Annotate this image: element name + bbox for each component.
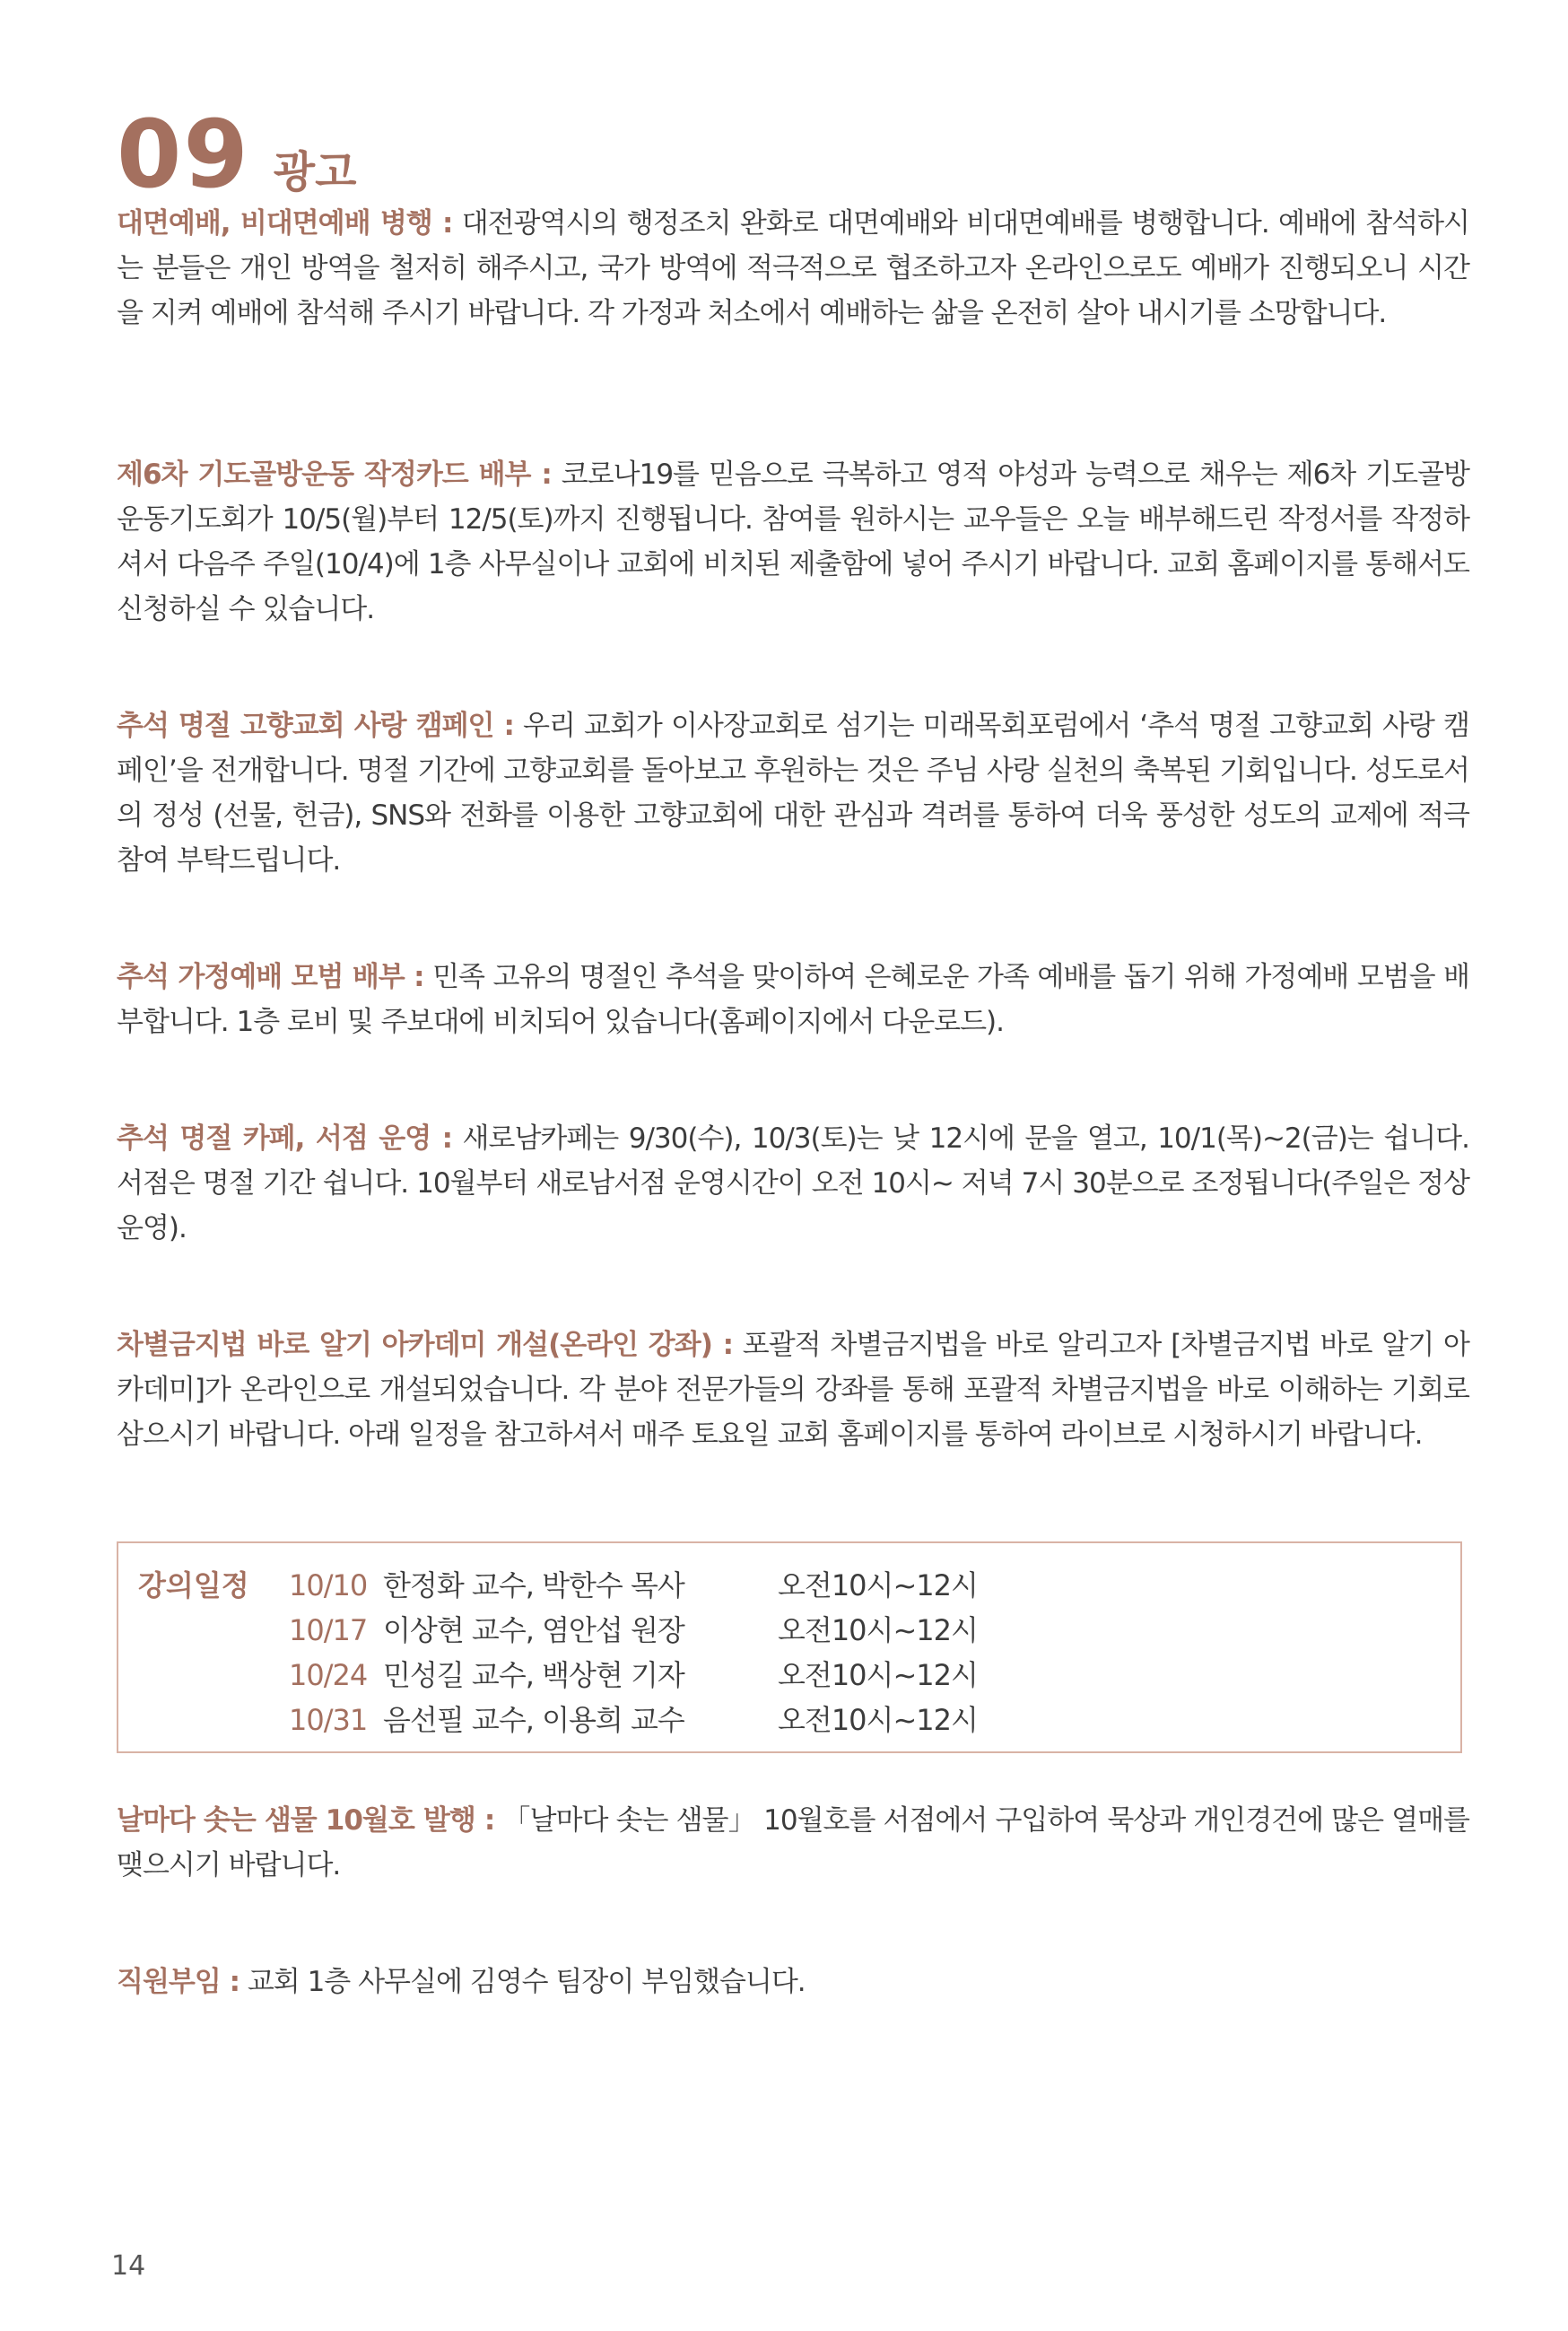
schedule-speakers: 한정화 교수, 박한수 목사: [383, 1568, 684, 1602]
notice-label: 제6차 기도골방운동 작정카드 배부 :: [117, 458, 552, 491]
notice-label: 추석 명절 카페, 서점 운영 :: [117, 1122, 453, 1155]
notice-label: 날마다 솟는 샘물 10월호 발행 :: [117, 1804, 495, 1837]
notice-body: 코로나19를 믿음으로 극복하고 영적 야성과 능력으로 채우는 제6차 기도골방운동기도회가 10/5(월)부터 12/5(토)까지 진행됩니다. 참여를 원하시는 교우들은 오늘 배부해드린 작정서를 작정하셔서 다음주 주일(10/4)에 1층 사무실이나 교회에 비치된 제출함에 넣어 주시기 바랍니다. 교회 홈페이지를 통해서도 신청하실 수 있습니다.: [117, 458, 1469, 625]
notice-in-person-worship: [117, 201, 1469, 336]
notice-body: 대전광역시의 행정조치 완화로 대면예배와 비대면예배를 병행합니다. 예배에 참석하시는 분들은 개인 방역을 철저히 해주시고, 국가 방역에 적극적으로 협조하고자 온라인으로도 예배가 진행되오니 시간을 지켜 예배에 참석해 주시기 바랍니다. 각 가정과 처소에서 예배하는 삶을 온전히 살아 내시기를 소망합니다.: [117, 207, 1469, 329]
schedule-speakers: 음선필 교수, 이용희 교수: [383, 1703, 684, 1737]
notice-label: 차별금지법 바로 알기 아카데미 개설(온라인 강좌) :: [117, 1329, 733, 1361]
schedule-title: 강의일정: [138, 1568, 249, 1602]
notice-hometown-church: [117, 703, 1469, 883]
schedule-time: 오전10시~12시: [778, 1613, 978, 1647]
notice-body: 포괄적 차별금지법을 바로 알리고자 [차별금지법 바로 알기 아카데미]가 온라인으로 개설되었습니다. 각 분야 전문가들의 강좌를 통해 포괄적 차별금지법을 바로 이해하는 기회로 삼으시기 바랍니다. 아래 일정을 참고하셔서 매주 토요일 교회 홈페이지를 통하여 라이브로 시청하시기 바랍니다.: [117, 1329, 1469, 1451]
schedule-date: 10/31: [289, 1703, 368, 1737]
schedule-time: 오전10시~12시: [778, 1658, 978, 1692]
schedule-time: 오전10시~12시: [778, 1568, 978, 1602]
lecture-schedule-box: [117, 1541, 1462, 1753]
notice-label: 대면예배, 비대면예배 병행 :: [117, 207, 453, 240]
notice-label: 추석 가정예배 모범 배부 :: [117, 961, 424, 993]
section-number: 09: [117, 100, 250, 209]
page-number: 14: [111, 2250, 146, 2282]
schedule-speakers: 이상현 교수, 염안섭 원장: [383, 1613, 684, 1647]
notice-label: 추석 명절 고향교회 사랑 캠페인 :: [117, 710, 514, 742]
notice-body: 교회 1층 사무실에 김영수 팀장이 부임했습니다.: [239, 1966, 806, 1998]
notice-devotional-magazine: [117, 1798, 1469, 1888]
schedule-date: 10/10: [289, 1568, 368, 1602]
notice-cafe-bookstore: [117, 1116, 1469, 1251]
notice-prayer-card: [117, 452, 1469, 632]
schedule-time: 오전10시~12시: [778, 1703, 978, 1737]
notice-body: 새로남카페는 9/30(수), 10/3(토)는 낮 12시에 문을 열고, 10/1(목)~2(금)는 쉽니다. 서점은 명절 기간 쉽니다. 10월부터 새로남서점 운영시간이 오전 10시~ 저녁 7시 30분으로 조정됩니다(주일은 정상운영).: [117, 1122, 1469, 1244]
notice-body: 우리 교회가 이사장교회로 섬기는 미래목회포럼에서 ‘추석 명절 고향교회 사랑 캠페인’을 전개합니다. 명절 기간에 고향교회를 돌아보고 후원하는 것은 주님 사랑 실천의 축복된 기회입니다. 성도로서의 정성 (선물, 헌금), SNS와 전화를 이용한 고향교회에 대한 관심과 격려를 통하여 더욱 풍성한 성도의 교제에 적극 참여 부탁드립니다.: [117, 710, 1470, 877]
schedule-speakers: 민성길 교수, 백상현 기자: [383, 1658, 684, 1692]
section-header: [117, 100, 357, 209]
section-title: 광고: [273, 147, 357, 197]
notice-staff-appointment: [117, 1960, 1469, 2004]
schedule-date: 10/17: [289, 1613, 368, 1647]
schedule-date: 10/24: [289, 1658, 368, 1692]
notice-body: 「날마다 솟는 샘물」 10월호를 서점에서 구입하여 묵상과 개인경건에 많은 열매를 맺으시기 바랍니다.: [117, 1804, 1469, 1881]
notice-body: 민족 고유의 명절인 추석을 맞이하여 은혜로운 가족 예배를 돕기 위해 가정예배 모범을 배부합니다. 1층 로비 및 주보대에 비치되어 있습니다(홈페이지에서 다운로드).: [117, 961, 1470, 1038]
notice-family-worship: [117, 955, 1469, 1044]
notice-label: 직원부임 :: [117, 1966, 240, 1998]
notice-academy: [117, 1323, 1469, 1457]
